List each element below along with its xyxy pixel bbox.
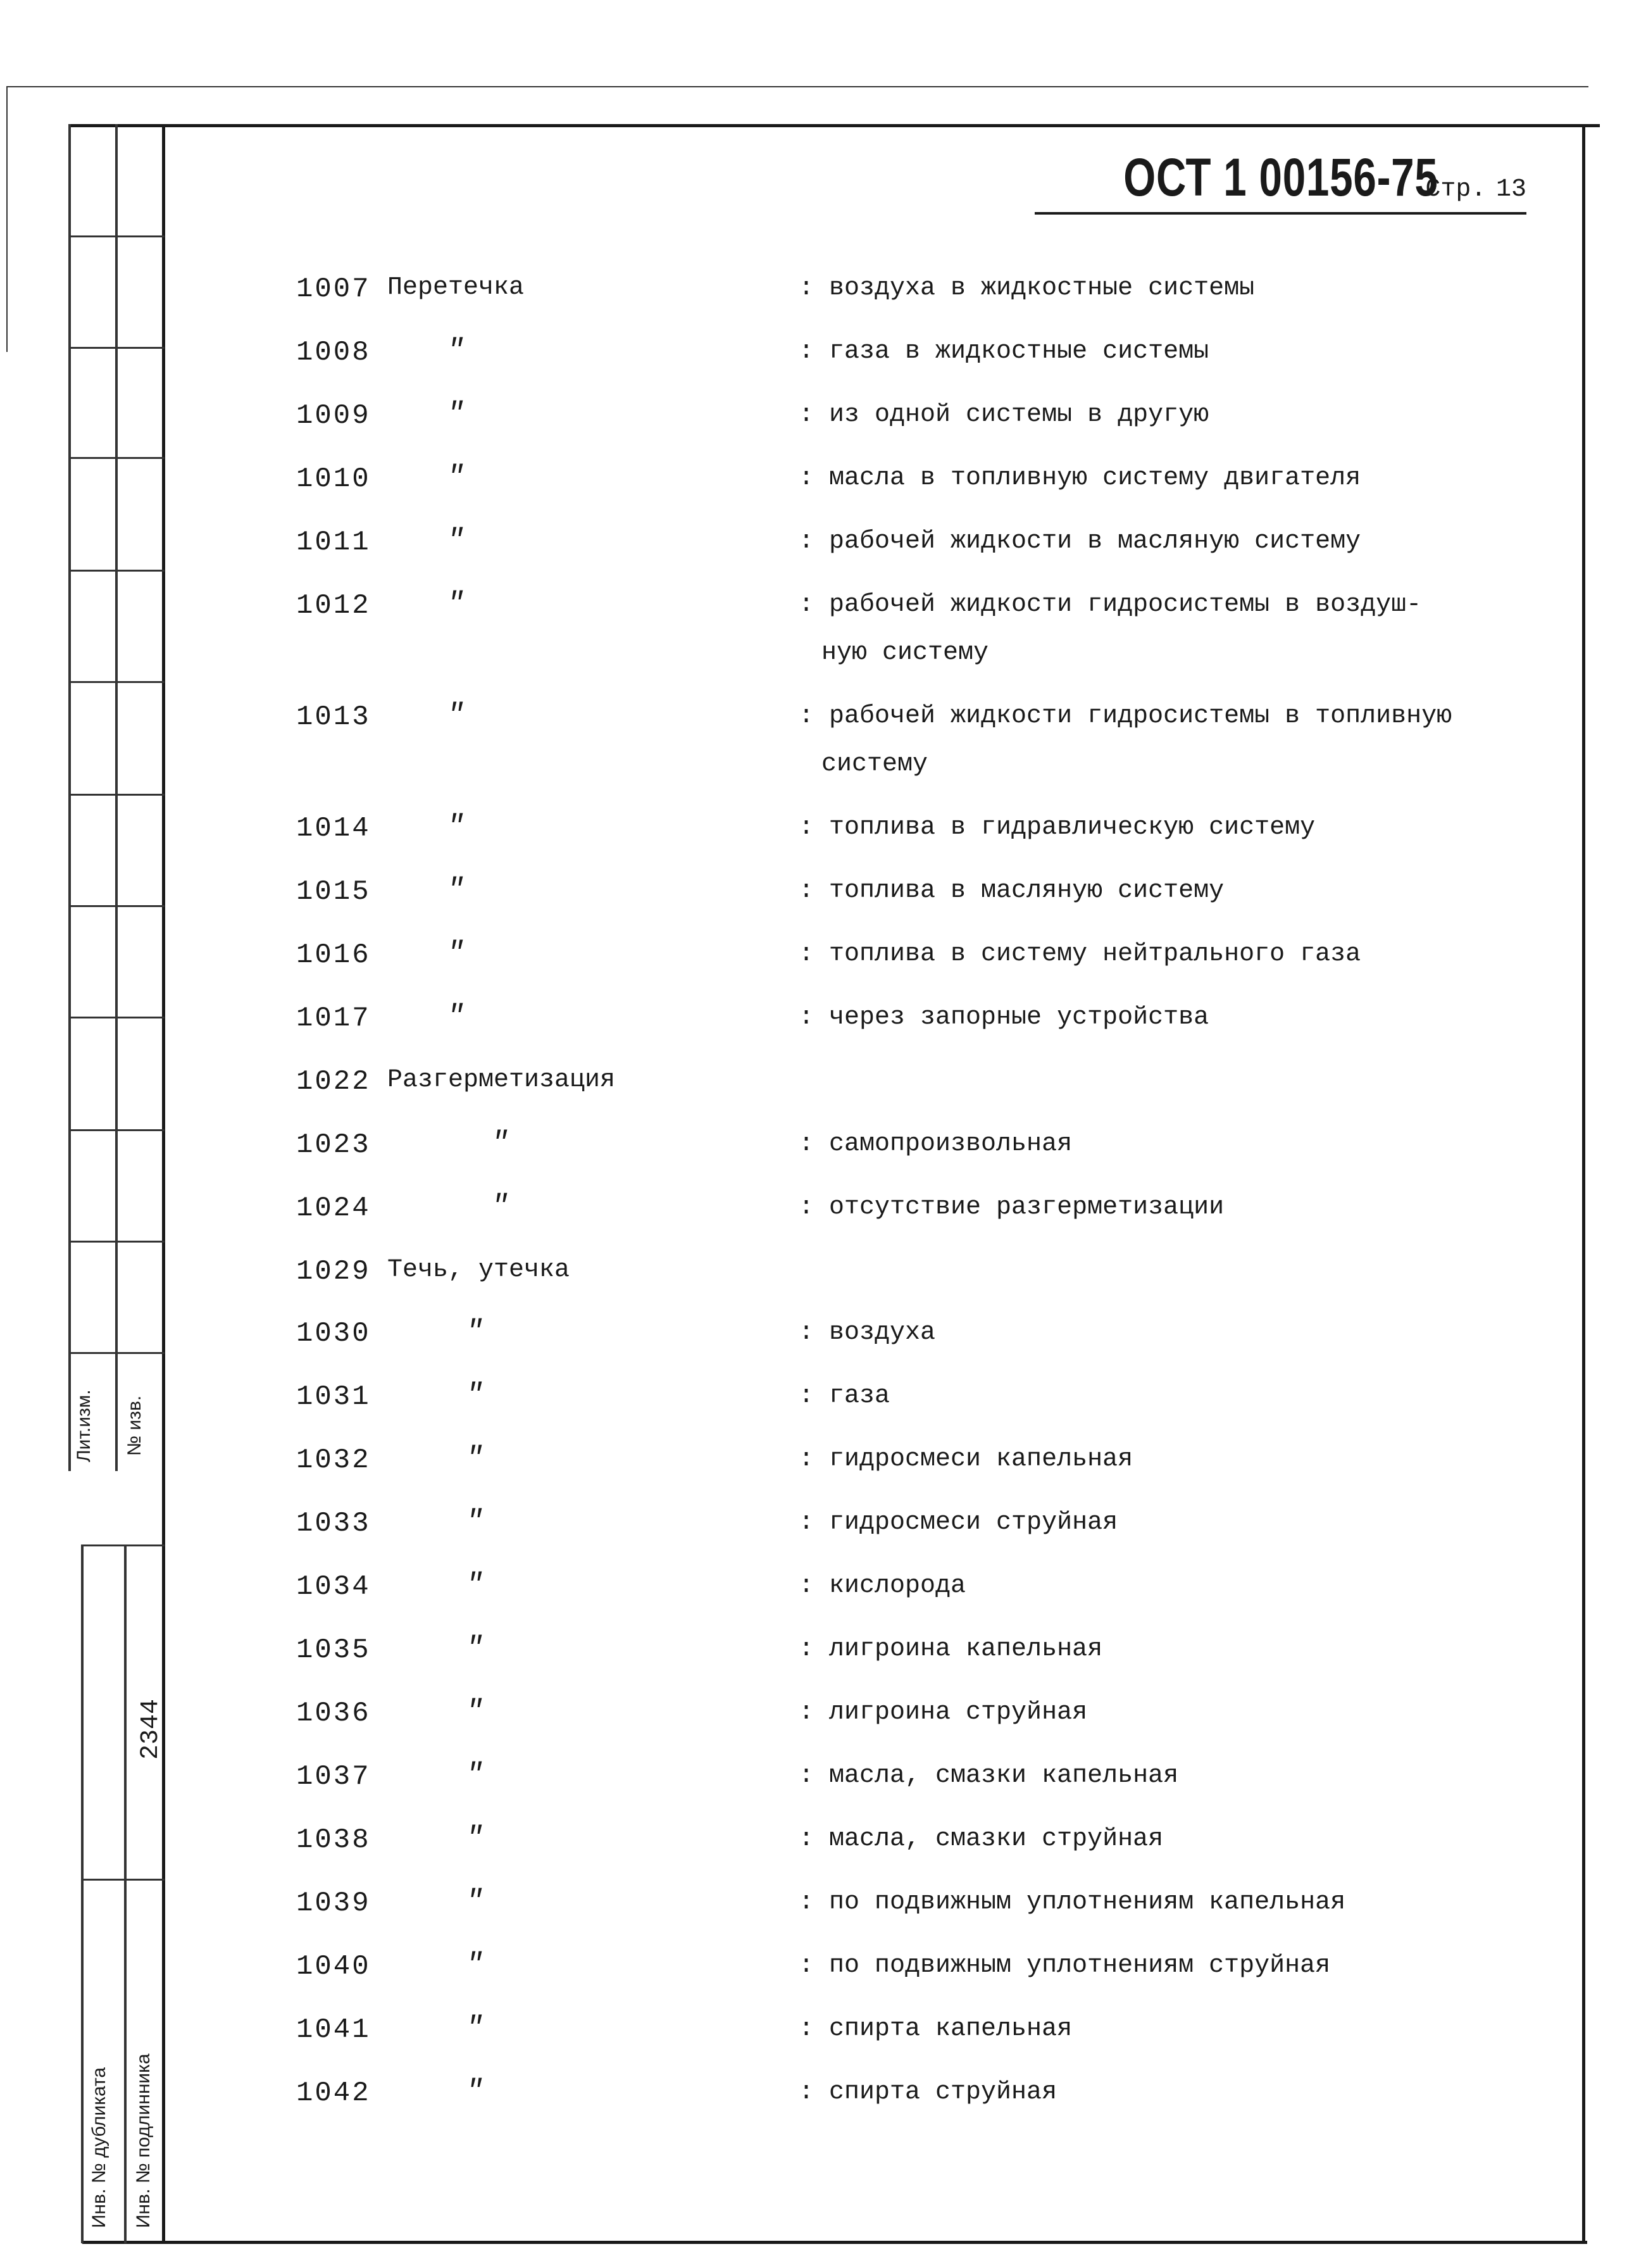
- ditto-mark: ″: [447, 810, 465, 843]
- entry-description-line: : самопроизвольная: [799, 1130, 1073, 1158]
- entry-description-line: : спирта струйная: [799, 2078, 1057, 2107]
- entry-code: 1037: [296, 1761, 371, 1793]
- list-item: [0, 1505, 1634, 1565]
- entry-description: [799, 2069, 1507, 2117]
- entry-description: [799, 1689, 1507, 1737]
- ditto-mark: ″: [447, 587, 465, 620]
- ditto-mark: ″: [447, 1000, 465, 1033]
- list-item: [0, 939, 1634, 996]
- sidebar-lit-izm: Лит.изм.: [73, 1389, 94, 1462]
- ditto-mark: ″: [447, 334, 465, 367]
- entry-description-line: : масла, смазки капельная: [799, 1762, 1179, 1790]
- sidebar-inv-podl: Инв. № подлинника: [133, 2053, 154, 2228]
- ditto-mark: ″: [491, 1190, 509, 1223]
- list-item: [0, 1066, 1634, 1123]
- entry-code: 1010: [296, 463, 371, 495]
- ditto-mark: ″: [447, 461, 465, 494]
- entry-description-continuation: систему: [821, 750, 928, 779]
- list-item: [0, 1381, 1634, 1438]
- entry-description: [799, 1942, 1507, 1990]
- frame-top: [68, 124, 1600, 127]
- sidebar-inv-number: 2344: [137, 1698, 165, 1760]
- entry-description-line: : масла, смазки струйная: [799, 1825, 1164, 1853]
- ditto-mark: ″: [466, 2012, 483, 2045]
- entry-description-line: : воздуха в жидкостные системы: [799, 274, 1255, 303]
- entry-description: [799, 328, 1507, 376]
- sidebar-inv-dubl: Инв. № дубликата: [89, 2067, 109, 2228]
- entry-description: [799, 2005, 1507, 2053]
- entry-description: [799, 930, 1507, 979]
- entry-description-line: : кислорода: [799, 1572, 966, 1600]
- ditto-mark: ″: [466, 2075, 483, 2108]
- entry-description-line: : газа: [799, 1382, 890, 1410]
- list-item: [0, 1444, 1634, 1501]
- list-item: [0, 810, 1634, 870]
- entry-description-line: : рабочей жидкости гидросистемы в топливную: [799, 702, 1452, 730]
- entry-description: [799, 804, 1507, 852]
- sidebar-rule: [68, 235, 165, 237]
- entry-description: [799, 1562, 1507, 1610]
- entry-code: 1012: [296, 590, 371, 622]
- ditto-mark: ″: [466, 1315, 483, 1348]
- entry-code: 1022: [296, 1066, 371, 1098]
- entry-code: 1023: [296, 1129, 371, 1161]
- entry-description: [799, 994, 1507, 1042]
- entry-code: 1039: [296, 1888, 371, 1919]
- list-item: [0, 699, 1634, 779]
- list-item: [0, 400, 1634, 457]
- entry-description: [799, 692, 1507, 789]
- ditto-mark: ″: [466, 1379, 483, 1412]
- list-item: [0, 1256, 1634, 1313]
- entry-description: [799, 454, 1507, 503]
- list-item: [0, 2014, 1634, 2071]
- ditto-mark: ″: [491, 1127, 509, 1160]
- entry-description-line: : гидросмеси капельная: [799, 1445, 1133, 1474]
- list-item: [0, 1885, 1634, 1945]
- entry-description-line: : масла в топливную систему двигателя: [799, 464, 1361, 492]
- ditto-mark: ″: [466, 1822, 483, 1855]
- entry-code: 1009: [296, 400, 371, 432]
- page-prefix: Стр.: [1425, 175, 1487, 204]
- ditto-mark: ″: [447, 699, 465, 732]
- entry-description: [799, 1815, 1507, 1864]
- ditto-mark: ″: [447, 524, 465, 557]
- entry-description: [799, 867, 1507, 915]
- entry-description: [799, 1626, 1507, 1674]
- list-item: [0, 273, 1634, 330]
- entry-description-line: : рабочей жидкости в масляную систему: [799, 527, 1361, 556]
- entry-code: 1015: [296, 876, 371, 908]
- entry-description-line: : гидросмеси струйная: [799, 1508, 1118, 1537]
- entry-code: 1017: [296, 1003, 371, 1034]
- ditto-mark: ″: [466, 1442, 483, 1475]
- entry-code: 1016: [296, 939, 371, 971]
- list-item: [0, 524, 1634, 584]
- entry-term: Разгерметизация: [387, 1066, 616, 1094]
- entry-description-line: : топлива в гидравлическую систему: [799, 813, 1316, 842]
- list-item: [0, 1758, 1634, 1818]
- entry-description: [799, 1309, 1507, 1357]
- entry-description-line: : через запорные устройства: [799, 1003, 1209, 1032]
- ditto-mark: ″: [466, 1758, 483, 1791]
- ditto-mark: ″: [447, 398, 465, 430]
- entry-code: 1031: [296, 1381, 371, 1413]
- entry-description-line: : газа в жидкостные системы: [799, 337, 1209, 366]
- entry-code: 1034: [296, 1571, 371, 1603]
- entry-description: [799, 1436, 1507, 1484]
- list-item: [0, 2077, 1634, 2134]
- ditto-mark: ″: [447, 874, 465, 906]
- entry-code: 1036: [296, 1698, 371, 1729]
- list-item: [0, 587, 1634, 667]
- entry-code: 1040: [296, 1951, 371, 1983]
- entry-code: 1030: [296, 1318, 371, 1350]
- list-item: [0, 1129, 1634, 1186]
- entry-description-line: : топлива в масляную систему: [799, 877, 1225, 905]
- entry-code: 1014: [296, 813, 371, 844]
- entry-description-line: : спирта капельная: [799, 2015, 1073, 2043]
- ditto-mark: ″: [466, 1885, 483, 1918]
- entry-description-line: : лигроина капельная: [799, 1635, 1103, 1663]
- sidebar-rule: [68, 794, 165, 796]
- entry-term: Течь, утечка: [387, 1256, 570, 1284]
- page-header: [1035, 147, 1526, 215]
- entry-description-line: : рабочей жидкости гидросистемы в воздуш-: [799, 591, 1422, 619]
- entry-code: 1007: [296, 273, 371, 305]
- list-item: [0, 1948, 1634, 2008]
- entry-code: 1041: [296, 2014, 371, 2046]
- entry-code: 1029: [296, 1256, 371, 1287]
- list-item: [0, 1695, 1634, 1755]
- list-item: [0, 463, 1634, 520]
- entry-description: [799, 1752, 1507, 1800]
- entry-code: 1038: [296, 1824, 371, 1856]
- list-item: [0, 334, 1634, 394]
- ditto-mark: ″: [466, 1569, 483, 1601]
- entry-description-continuation: ную систему: [821, 639, 989, 667]
- list-item: [0, 1000, 1634, 1060]
- scan-edge-top: [6, 86, 1588, 87]
- entry-code: 1035: [296, 1634, 371, 1666]
- entry-description: [799, 581, 1507, 677]
- list-item: [0, 1315, 1634, 1375]
- entry-description-line: : лигроина струйная: [799, 1698, 1088, 1727]
- entry-description-line: : топлива в систему нейтрального газа: [799, 940, 1361, 968]
- sidebar-rule: [68, 681, 165, 683]
- ditto-mark: ″: [466, 1505, 483, 1538]
- page-number: 13: [1495, 175, 1526, 204]
- frame-bottom: [82, 2241, 1587, 2244]
- entry-description: [799, 391, 1507, 439]
- ditto-mark: ″: [447, 937, 465, 970]
- sidebar-no-izv: № изв.: [124, 1395, 145, 1456]
- entry-description: [799, 1372, 1507, 1420]
- entry-code: 1011: [296, 527, 371, 558]
- entry-code: 1024: [296, 1193, 371, 1224]
- entry-description: [799, 1879, 1507, 1927]
- entry-code: 1032: [296, 1444, 371, 1476]
- entry-code: 1008: [296, 337, 371, 368]
- entry-term: Перетечка: [387, 273, 525, 302]
- entry-description: [799, 1120, 1507, 1168]
- entry-code: 1013: [296, 701, 371, 733]
- entry-description-line: : по подвижным уплотнениям капельная: [799, 1888, 1346, 1917]
- list-item: [0, 1824, 1634, 1881]
- entry-description-line: : из одной системы в другую: [799, 401, 1209, 429]
- entry-description: [799, 265, 1507, 313]
- entry-description: [799, 1184, 1507, 1232]
- sidebar-rule: [68, 457, 165, 459]
- entry-description-line: : отсутствие разгерметизации: [799, 1193, 1225, 1222]
- ditto-mark: ″: [466, 1695, 483, 1728]
- ditto-mark: ″: [466, 1948, 483, 1981]
- doc-number: ОСТ 1 00156-75: [1123, 147, 1438, 207]
- entry-description-line: : по подвижным уплотнениям струйная: [799, 1952, 1331, 1980]
- list-item: [0, 1571, 1634, 1628]
- entry-code: 1033: [296, 1508, 371, 1539]
- entry-description: [799, 518, 1507, 566]
- ditto-mark: ″: [466, 1632, 483, 1665]
- list-item: [0, 1634, 1634, 1691]
- entry-code: 1042: [296, 2077, 371, 2109]
- list-item: [0, 1190, 1634, 1250]
- list-item: [0, 876, 1634, 933]
- entry-description-line: : воздуха: [799, 1319, 936, 1347]
- entry-description: [799, 1499, 1507, 1547]
